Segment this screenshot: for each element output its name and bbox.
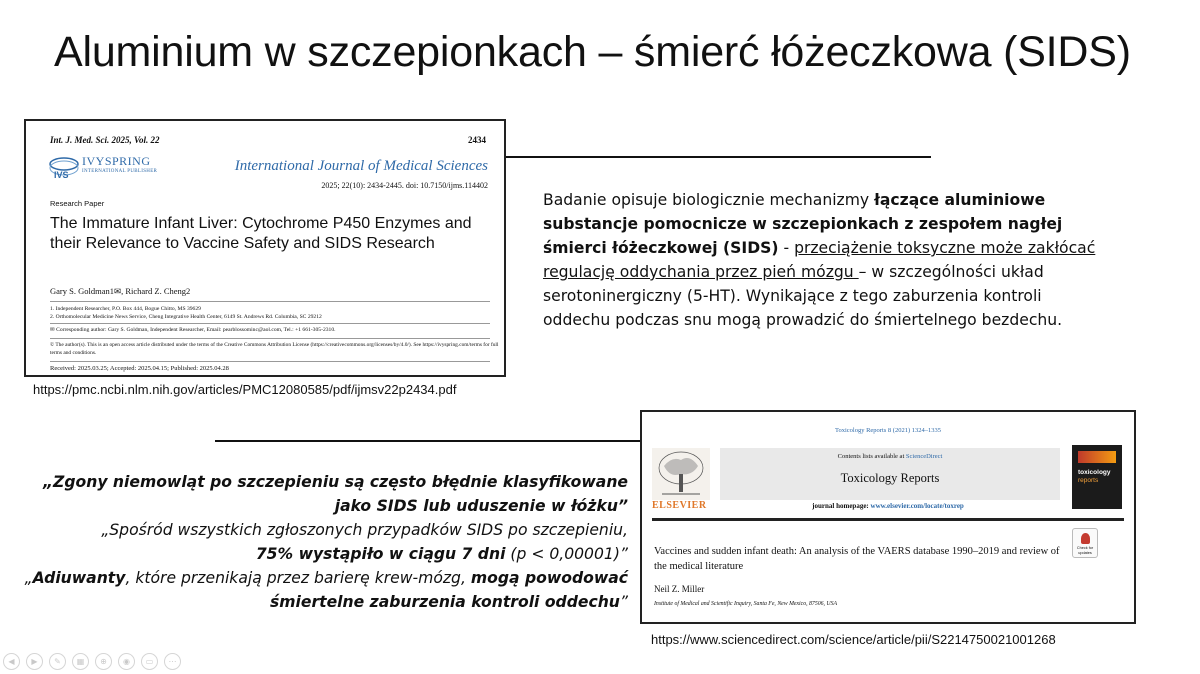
description-underline: przeciążenie toksyczne może zakłócać regulację oddychania przez pień mózgu <box>543 239 1096 281</box>
quote-1 <box>8 470 628 518</box>
svg-text:IVS: IVS <box>54 170 69 180</box>
quote-3-open: „ <box>24 569 33 587</box>
elsevier-tree-icon <box>652 448 710 500</box>
description-part1: Badanie opisuje biologicznie mechanizmy <box>543 191 875 209</box>
paper1-separator <box>50 338 490 339</box>
paper2-affiliation: Institute of Medical and Scientific Inquiry, Santa Fe, New Mexico, 87506, USA <box>654 601 838 607</box>
paper1-separator <box>50 301 490 302</box>
quote-2-start: „Spośród wszystkich zgłoszonych przypadków SIDS po szczepieniu, <box>101 521 628 539</box>
paper1-separator <box>50 323 490 324</box>
paper1-title: The Immature Infant Liver: Cytochrome P450 Enzymes and their Relevance to Vaccine Safety and SIDS Research <box>50 215 472 252</box>
quote-3-bold-1: Adiuwanty <box>32 569 126 587</box>
toxicology-reports-cover <box>1072 445 1122 509</box>
more-icon[interactable]: ⋯ <box>164 653 181 670</box>
paper2-homepage-link[interactable]: www.elsevier.com/locate/toxrep <box>870 502 964 510</box>
paper1-license: © The author(s). This is an open access article distributed under the terms of the Creative Commons Attribution License (https://creativecommons.org/licenses/by/4.0/). See https://ivyspring.com/terms for full terms and conditions. <box>50 342 499 356</box>
description-part3: - <box>778 239 795 257</box>
slides-icon[interactable]: ▦ <box>72 653 89 670</box>
paper1-journal-name: International Journal of Medical Sciences <box>234 158 488 174</box>
quote-2-bold: 75% wystąpiło w ciągu 7 dni <box>255 545 506 563</box>
quote-3-bold-2: mogą powodować śmiertelne zaburzenia kontroli oddechu <box>270 569 628 611</box>
quote-3-close: ” <box>619 593 628 611</box>
divider-line-middle <box>215 440 640 442</box>
description-part5: – w szczególności układ serotoninergiczny (5-HT). Wynikające z tego zaburzenia kontroli oddechu podczas snu mogą prowadzić do śmiertelnego bezdechu. <box>543 263 1063 329</box>
paper2-journal-header <box>720 448 1060 500</box>
ivyspring-logo-icon <box>48 154 80 182</box>
paper2-homepage-prefix: journal homepage: <box>812 502 871 510</box>
subtitles-icon[interactable]: ▭ <box>141 653 158 670</box>
paper2-contents-line <box>720 453 1060 460</box>
paper1-affiliation-1: 1. Independent Researcher, P.O. Box 444, Bogue Chitto, MS 39629 <box>50 306 201 312</box>
divider-line-top <box>505 156 931 158</box>
paper1-affiliation-2: 2. Orthomolecular Medicine News Service, Cheng Integrative Health Center, 6149 St. Andrews Rd. Columbia, SC 29212 <box>50 314 322 320</box>
ivyspring-subtitle: INTERNATIONAL PUBLISHER <box>82 169 158 174</box>
presentation-toolbar <box>3 653 181 671</box>
slide-title: Aluminium w szczepionkach – śmierć łóżeczkowa (SIDS) <box>54 28 1131 76</box>
paper2-title: Vaccines and sudden infant death: An analysis of the VAERS database 1990–2019 and review of the medical literature <box>654 546 1060 572</box>
sciencedirect-link[interactable]: ScienceDirect <box>905 453 943 460</box>
cover-title-line2: reports <box>1078 477 1099 484</box>
description-bold: łączące aluminiowe substancje pomocnicze w szczepionkach z zespołem nagłej śmierci łóżeczkowej (SIDS) <box>543 191 1063 257</box>
check-for-updates-icon <box>1081 533 1090 544</box>
paper2-contents-prefix: Contents lists available at <box>837 453 906 460</box>
next-icon[interactable]: ▶ <box>26 653 43 670</box>
paper1-type: Research Paper <box>50 199 105 208</box>
ivyspring-logo <box>48 154 198 182</box>
prev-icon[interactable]: ◀ <box>3 653 20 670</box>
paper1-dates: Received: 2025.03.25; Accepted: 2025.04.15; Published: 2025.04.28 <box>50 365 229 372</box>
elsevier-logo-text: ELSEVIER <box>652 500 707 511</box>
quotes-block <box>8 470 628 614</box>
quote-3-middle: , które przenikają przez barierę krew-mózg, <box>125 569 471 587</box>
pointer-icon[interactable]: ◉ <box>118 653 135 670</box>
check-for-updates-label: Check for updates <box>1076 546 1094 555</box>
cover-stripe <box>1078 451 1116 463</box>
description-text <box>543 188 1103 332</box>
paper2-journal-title: Toxicology Reports <box>840 471 940 485</box>
paper2-header-rule <box>652 518 1124 521</box>
quote-2-end: (p < 0,00001)” <box>505 545 628 563</box>
paper1-authors: Gary S. Goldman1✉, Richard Z. Cheng2 <box>50 286 191 296</box>
paper1-issue: 2025; 22(10): 2434-2445. doi: 10.7150/ijms.114402 <box>321 181 488 190</box>
paper1-url: https://pmc.ncbi.nlm.nih.gov/articles/PMC12080585/pdf/ijmsv22p2434.pdf <box>33 382 457 397</box>
paper1-affiliations <box>50 305 322 321</box>
zoom-icon[interactable]: ⊕ <box>95 653 112 670</box>
ivyspring-name: IVYSPRING <box>82 154 151 168</box>
paper1-separator <box>50 361 490 362</box>
paper2-url: https://www.sciencedirect.com/science/article/pii/S2214750021001268 <box>651 632 1056 647</box>
paper1-citation: Int. J. Med. Sci. 2025, Vol. 22 <box>50 135 160 145</box>
paper2-screenshot <box>640 410 1136 624</box>
paper1-corresponding: ✉ Corresponding author: Gary S. Goldman, Independent Researcher, Email: pearblossominc@aol.com, Tel.: +1 661-305-2310. <box>50 327 336 333</box>
pen-icon[interactable]: ✎ <box>49 653 66 670</box>
check-for-updates-badge[interactable] <box>1072 528 1098 558</box>
cover-title-line1: toxicology <box>1078 469 1111 476</box>
paper2-author: Neil Z. Miller <box>654 584 705 594</box>
quote-1-text: „Zgony niemowląt po szczepieniu są często błędnie klasyfikowane jako SIDS lub uduszenie w łóżku” <box>43 473 628 515</box>
paper1-screenshot <box>24 119 506 377</box>
paper2-homepage-line <box>642 502 1134 510</box>
quote-2 <box>8 518 628 566</box>
paper1-page-number: 2434 <box>468 135 486 145</box>
quote-3 <box>8 566 628 614</box>
paper2-citation: Toxicology Reports 8 (2021) 1324–1335 <box>834 427 942 434</box>
